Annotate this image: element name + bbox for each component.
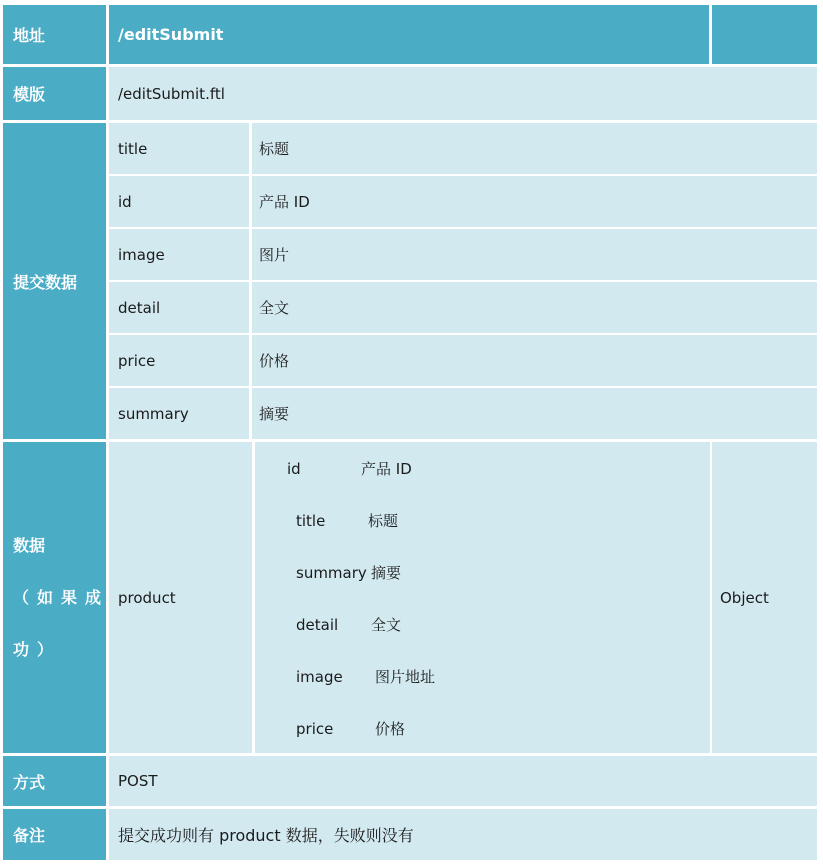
submit-field-key: summary (109, 388, 249, 439)
address-value: /editSubmit (109, 5, 709, 64)
data-field-row (296, 614, 401, 635)
data-object-fields (255, 442, 710, 753)
submit-field-desc: 全文 (252, 282, 817, 333)
note-label: 备注 (3, 809, 106, 860)
data-object-type: Object (712, 442, 817, 753)
data-field-row (296, 666, 435, 687)
data-field-row (287, 458, 412, 479)
data-field-row (296, 510, 398, 531)
submit-field-desc: 图片 (252, 229, 817, 280)
data-field-row (296, 562, 401, 583)
submit-field-key: detail (109, 282, 249, 333)
data-label-line2: （如果成 (13, 587, 110, 607)
data-field-desc: 摘要 (371, 564, 402, 582)
data-field-key: title (296, 511, 326, 530)
submit-field-desc: 产品 ID (252, 176, 817, 227)
submit-field-desc: 标题 (252, 123, 817, 174)
address-label: 地址 (3, 5, 106, 64)
submit-field-key: id (109, 176, 249, 227)
data-field-key: summary (296, 563, 367, 582)
method-value: POST (109, 756, 817, 806)
template-value: /editSubmit.ftl (109, 67, 817, 120)
submit-field-key: image (109, 229, 249, 280)
template-label: 模版 (3, 67, 106, 120)
data-field-key: price (296, 719, 334, 738)
data-field-desc: 标题 (368, 512, 399, 530)
note-value: 提交成功则有 product 数据，失败则没有 (109, 809, 817, 860)
data-field-desc: 价格 (375, 720, 406, 738)
data-field-key: image (296, 667, 343, 686)
data-field-desc: 全文 (371, 616, 402, 634)
method-label: 方式 (3, 756, 106, 806)
submit-field-desc: 摘要 (252, 388, 817, 439)
data-object-name: product (109, 442, 252, 753)
data-label-line1: 数据 (13, 535, 46, 555)
data-field-desc: 产品 ID (361, 460, 412, 478)
submit-field-key: price (109, 335, 249, 386)
address-extra (712, 5, 817, 64)
submit-field-desc: 价格 (252, 335, 817, 386)
submit-field-key: title (109, 123, 249, 174)
submit-label: 提交数据 (3, 123, 106, 439)
data-field-key: id (287, 459, 301, 478)
data-label (3, 442, 110, 753)
data-field-row (296, 718, 405, 739)
data-field-key: detail (296, 615, 339, 634)
data-field-desc: 图片地址 (375, 668, 436, 686)
data-label-line3: 功） (13, 639, 62, 659)
